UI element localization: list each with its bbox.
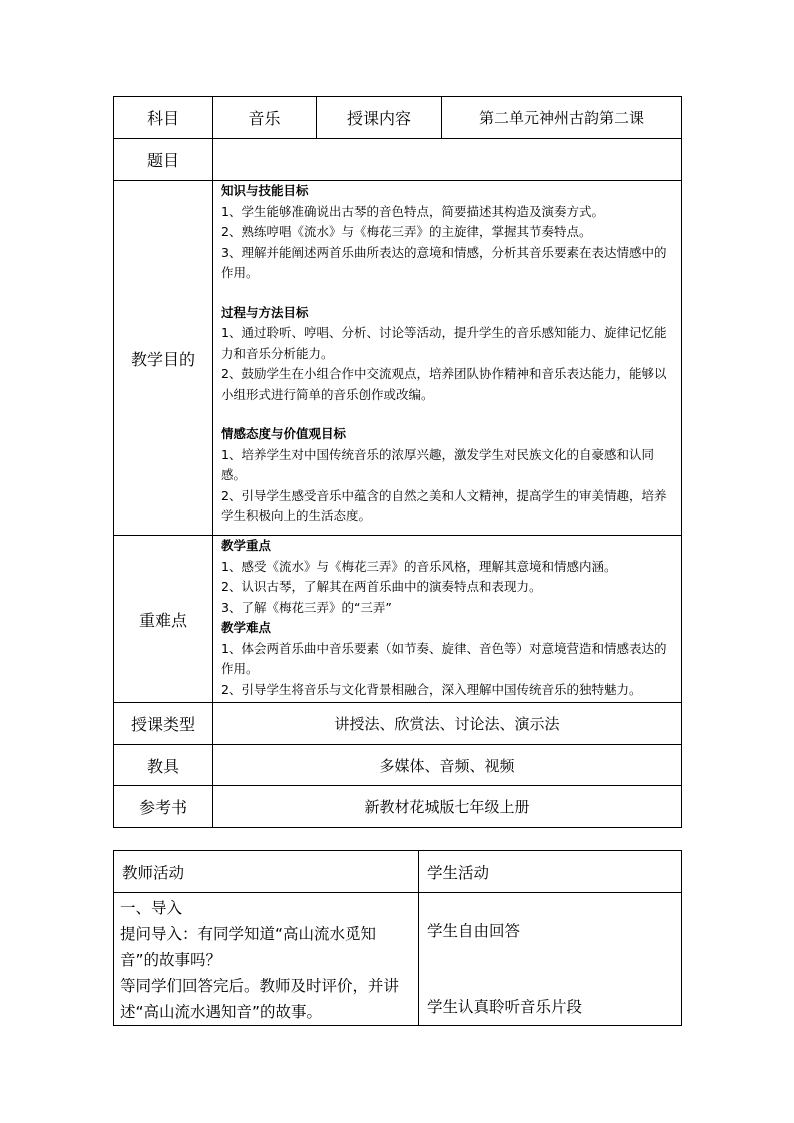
type-value: 讲授法、欣赏法、讨论法、演示法: [213, 703, 682, 745]
student-line: 学生自由回答: [427, 922, 521, 940]
knowledge-title: 知识与技能目标: [221, 183, 309, 198]
subject-value: 音乐: [213, 97, 317, 139]
student-line: 学生认真聆听音乐片段: [427, 998, 583, 1016]
teacher-line: 等同学们回答完后。教师及时评价，并讲述“高山流水遇知音”的故事。: [120, 977, 400, 1021]
type-label: 授课类型: [114, 703, 213, 745]
emotion-title: 情感态度与价值观目标: [221, 426, 347, 441]
process-item: 1、通过聆听、哼唱、分析、讨论等活动，提升学生的音乐感知能力、旋律记忆能力和音乐分析能力。: [221, 325, 667, 361]
hard-item: 2、引导学生将音乐与文化背景相融合，深入理解中国传统音乐的独特魅力。: [221, 681, 642, 697]
student-activity-cell: [419, 893, 682, 1026]
content-label: 授课内容: [317, 97, 442, 139]
key-item: 1、感受《流水》与《梅花三弄》的音乐风格，理解其意境和情感内涵。: [221, 558, 617, 574]
process-title: 过程与方法目标: [221, 304, 309, 320]
ref-label: 参考书: [114, 786, 213, 828]
ref-value: 新教材花城版七年级上册: [213, 786, 682, 828]
tools-value: 多媒体、音频、视频: [213, 745, 682, 786]
knowledge-item: 1、学生能够准确说出古琴的音色特点，简要描述其构造及演奏方式。: [221, 203, 604, 219]
hard-title: 教学难点: [221, 620, 272, 635]
process-item: 2、鼓励学生在小组合作中交流观点，培养团队协作精神和音乐表达能力，能够以小组形式进行简单的音乐创作或改编。: [221, 366, 667, 402]
teacher-line: 提问导入：有同学知道“高山流水觅知音”的故事吗？: [120, 925, 377, 969]
lesson-plan-table: [113, 96, 682, 828]
content-value: 第二单元神州古韵第二课: [442, 97, 682, 139]
emotion-item: 2、引导学生感受音乐中蕴含的自然之美和人文精神，提高学生的审美情趣，培养学生积极向上的生活态度。: [221, 487, 667, 523]
objectives-cell: [213, 181, 682, 536]
student-activity-header: 学生活动: [419, 851, 682, 893]
topic-value: [213, 139, 682, 181]
knowledge-item: 3、理解并能阐述两首乐曲所表达的意境和情感，分析其音乐要素在表达情感中的作用。: [221, 244, 667, 280]
key-item: 2、认识古琴，了解其在两首乐曲中的演奏特点和表现力。: [221, 579, 542, 594]
key-item: 3、了解《梅花三弄》的“三弄”: [221, 599, 392, 615]
emotion-item: 1、培养学生对中国传统音乐的浓厚兴趣，激发学生对民族文化的自豪感和认同感。: [221, 446, 654, 482]
tools-label: 教具: [114, 745, 213, 786]
objectives-label: 教学目的: [114, 181, 213, 536]
activity-table: [113, 850, 682, 1026]
knowledge-item: 2、熟练哼唱《流水》与《梅花三弄》的主旋律，掌握其节奏特点。: [221, 224, 592, 239]
hard-item: 1、体会两首乐曲中音乐要素（如节奏、旋律、音色等）对意境营造和情感表达的作用。: [221, 640, 667, 676]
key-title: 教学重点: [221, 538, 272, 553]
teacher-activity-cell: [114, 893, 419, 1026]
difficulty-label: 重难点: [114, 536, 213, 703]
teacher-line: 一、导入: [120, 899, 183, 917]
subject-label: 科目: [114, 97, 213, 139]
topic-label: 题目: [114, 139, 213, 181]
difficulty-cell: [213, 536, 682, 703]
teacher-activity-header: 教师活动: [114, 851, 419, 893]
